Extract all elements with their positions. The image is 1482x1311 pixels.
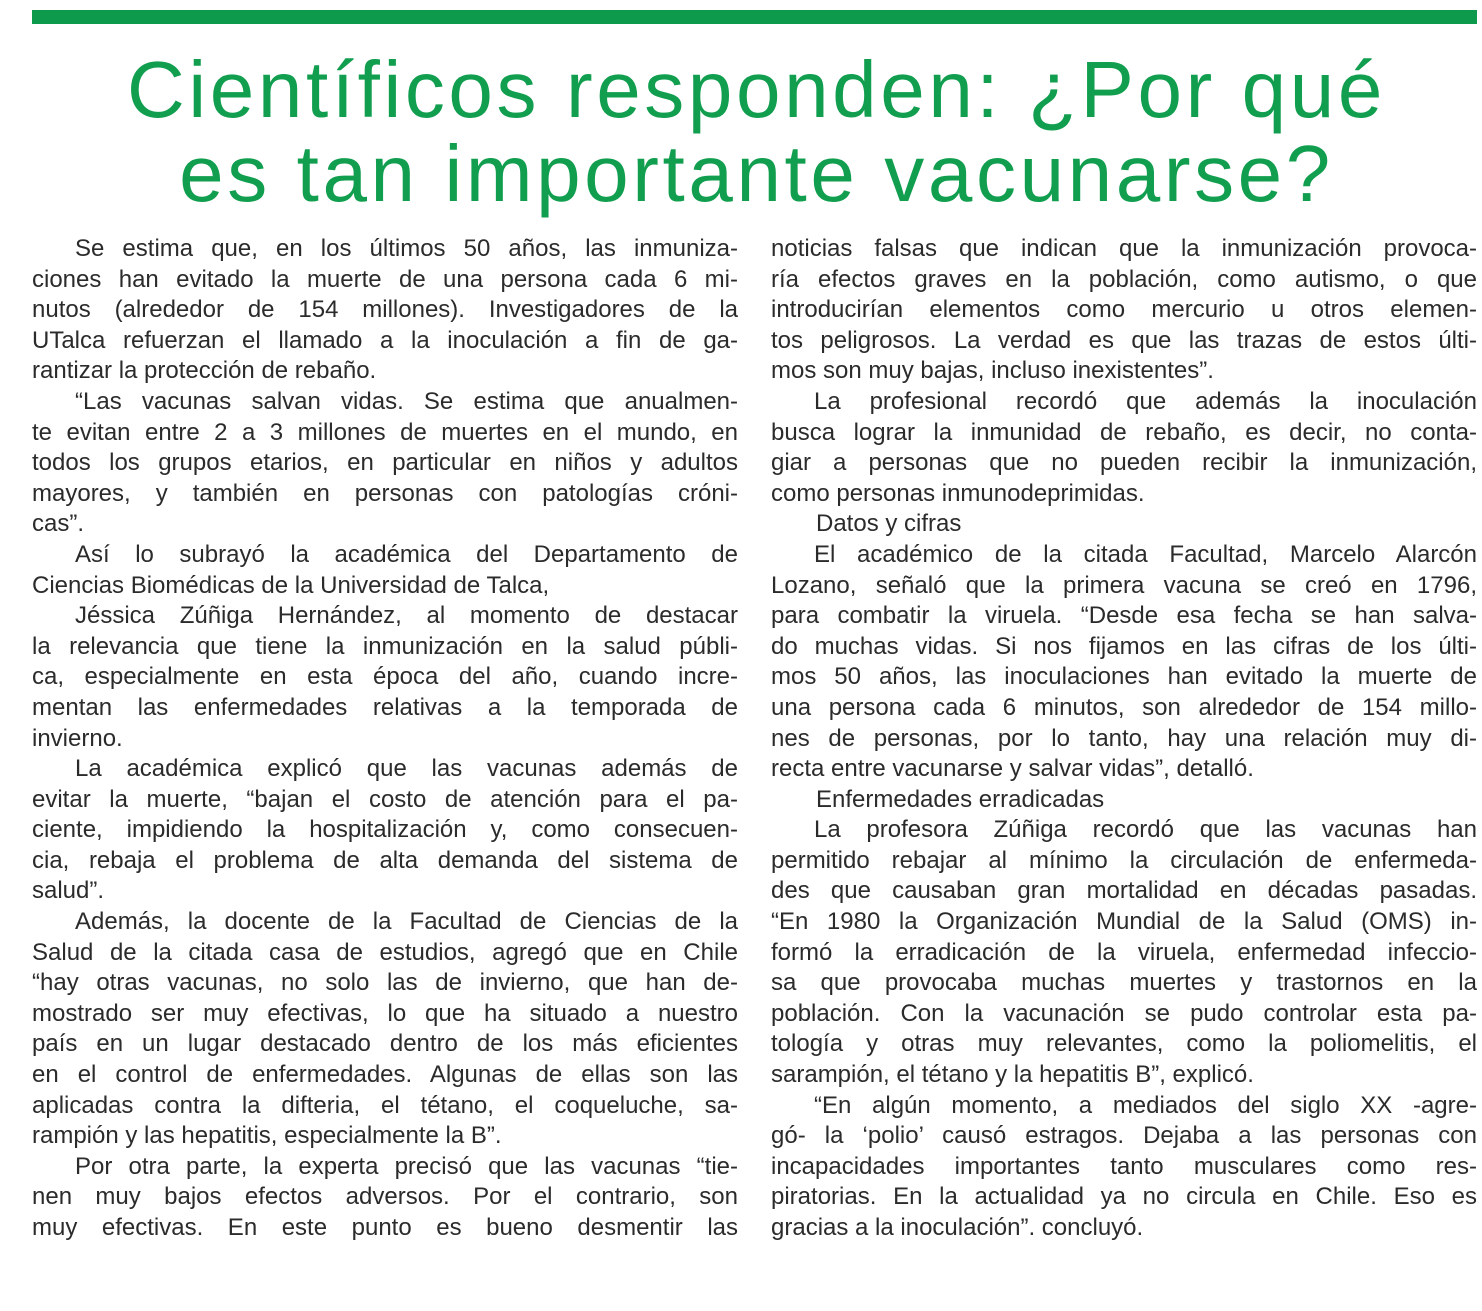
text-line: do muchas vidas. Si nos fijamos en las cifras de los últi- xyxy=(771,632,1477,660)
text-line: “En 1980 la Organización Mundial de la Salud (OMS) in- xyxy=(771,908,1477,936)
article-column-right xyxy=(771,234,1477,1244)
text-line: piratorias. En la actualidad ya no circula en Chile. Eso es xyxy=(771,1183,1477,1211)
text-line: cas”. xyxy=(32,510,85,538)
text-line: Jéssica Zúñiga Hernández, al momento de destacar xyxy=(75,602,738,630)
text-line: ciones han evitado la muerte de una persona cada 6 mi- xyxy=(32,265,738,293)
section-subheading: Datos y cifras xyxy=(816,510,962,538)
text-line: Por otra parte, la experta precisó que las vacunas “tie- xyxy=(75,1152,738,1180)
text-line: Así lo subrayó la académica del Departamento de xyxy=(75,540,738,568)
article-column-left xyxy=(32,234,738,1244)
text-line: busca lograr la inmunidad de rebaño, es decir, no conta- xyxy=(771,418,1477,446)
text-line: gracias a la inoculación”. concluyó. xyxy=(771,1214,1144,1241)
text-line: gó- la ‘polio’ causó estragos. Dejaba a las personas con xyxy=(771,1122,1477,1150)
text-line: “hay otras vacunas, no solo las de invierno, que han de- xyxy=(32,969,738,997)
text-line: La profesional recordó que además la inoculación xyxy=(814,387,1477,415)
text-line: UTalca refuerzan el llamado a la inoculación a fin de ga- xyxy=(32,326,738,354)
text-line: rantizar la protección de rebaño. xyxy=(32,357,377,385)
article-headline xyxy=(34,45,1479,218)
text-line: sarampión, el tétano y la hepatitis B”, explicó. xyxy=(771,1061,1254,1089)
text-line: “Las vacunas salvan vidas. Se estima que anualmen- xyxy=(75,387,738,415)
headline-line-1: Científicos responden: ¿Por qué xyxy=(127,45,1386,134)
text-line: para combatir la viruela. “Desde esa fecha se han salva- xyxy=(771,602,1477,630)
text-line: la relevancia que tiene la inmunización en la salud públi- xyxy=(32,632,738,660)
text-line: mentan las enfermedades relativas a la temporada de xyxy=(32,693,738,721)
text-line: sa que provocaba muchas muertes y trastornos en la xyxy=(771,969,1477,997)
text-line: mos son muy bajas, incluso inexistentes”. xyxy=(771,357,1214,385)
text-line: evitar la muerte, “bajan el costo de atención para el pa- xyxy=(32,785,738,813)
text-line: Se estima que, en los últimos 50 años, las inmuniza- xyxy=(75,235,738,262)
text-line: permitido rebajar al mínimo la circulación de enfermeda- xyxy=(771,846,1477,874)
text-line: formó la erradicación de la viruela, enfermedad infeccio- xyxy=(771,938,1477,966)
text-line: como personas inmunodeprimidas. xyxy=(771,479,1145,507)
text-line: ciente, impidiendo la hospitalización y, como consecuen- xyxy=(32,816,738,844)
text-line: mostrado ser muy efectivas, lo que ha situado a nuestro xyxy=(32,999,738,1027)
text-line: aplicadas contra la difteria, el tétano, el coqueluche, sa- xyxy=(32,1091,738,1119)
text-line: Salud de la citada casa de estudios, agregó que en Chile xyxy=(32,938,738,966)
text-line: recta entre vacunarse y salvar vidas”, detalló. xyxy=(771,755,1254,783)
text-line: El académico de la citada Facultad, Marcelo Alarcón xyxy=(814,540,1477,568)
text-line: giar a personas que no pueden recibir la inmunización, xyxy=(771,449,1477,477)
text-line: población. Con la vacunación se pudo controlar esta pa- xyxy=(771,999,1477,1027)
text-line: ca, especialmente en esta época del año, cuando incre- xyxy=(32,663,738,691)
text-line: rampión y las hepatitis, especialmente la B”. xyxy=(32,1122,502,1150)
text-line: mayores, y también en personas con patologías cróni- xyxy=(32,479,738,507)
text-line: todos los grupos etarios, en particular en niños y adultos xyxy=(32,449,738,477)
text-line: “En algún momento, a mediados del siglo XX -agre- xyxy=(814,1091,1477,1119)
text-line: te evitan entre 2 a 3 millones de muertes en el mundo, en xyxy=(32,418,738,446)
text-line: ría efectos graves en la población, como autismo, o que xyxy=(771,265,1477,293)
text-line: en el control de enfermedades. Algunas de ellas son las xyxy=(32,1061,738,1089)
text-line: salud”. xyxy=(32,877,105,905)
text-line: introducirían elementos como mercurio u otros elemen- xyxy=(771,296,1477,324)
text-line: invierno. xyxy=(32,724,123,752)
text-line: La profesora Zúñiga recordó que las vacunas han xyxy=(814,816,1477,844)
text-line: mos 50 años, las inoculaciones han evitado la muerte de xyxy=(771,663,1477,691)
text-line: muy efectivas. En este punto es bueno desmentir las xyxy=(32,1214,738,1241)
text-line: Ciencias Biomédicas de la Universidad de Talca, xyxy=(32,571,550,599)
headline-line-2: es tan importante vacunarse? xyxy=(179,129,1334,218)
text-line: Lozano, señaló que la primera vacuna se creó en 1796, xyxy=(771,571,1477,599)
text-line: incapacidades importantes tanto musculares como res- xyxy=(771,1152,1477,1180)
text-line: Además, la docente de la Facultad de Ciencias de la xyxy=(75,908,738,936)
text-line: país en un lugar destacado dentro de los más eficientes xyxy=(32,1030,738,1058)
text-line: des que causaban gran mortalidad en décadas pasadas. xyxy=(771,877,1477,905)
text-line: tos peligrosos. La verdad es que las trazas de estos últi- xyxy=(771,326,1477,354)
text-line: una persona cada 6 minutos, son alrededor de 154 millo- xyxy=(771,693,1477,721)
text-line: nes de personas, por lo tanto, hay una relación muy di- xyxy=(771,724,1477,752)
text-line: nutos (alrededor de 154 millones). Investigadores de la xyxy=(32,296,738,324)
text-line: tología y otras muy relevantes, como la poliomelitis, el xyxy=(771,1030,1477,1058)
text-line: nen muy bajos efectos adversos. Por el contrario, son xyxy=(32,1183,738,1211)
header-rule xyxy=(32,10,1477,24)
text-line: noticias falsas que indican que la inmunización provoca- xyxy=(771,235,1477,262)
text-line: cia, rebaja el problema de alta demanda del sistema de xyxy=(32,846,738,874)
section-subheading: Enfermedades erradicadas xyxy=(816,785,1105,813)
text-line: La académica explicó que las vacunas además de xyxy=(75,755,738,783)
